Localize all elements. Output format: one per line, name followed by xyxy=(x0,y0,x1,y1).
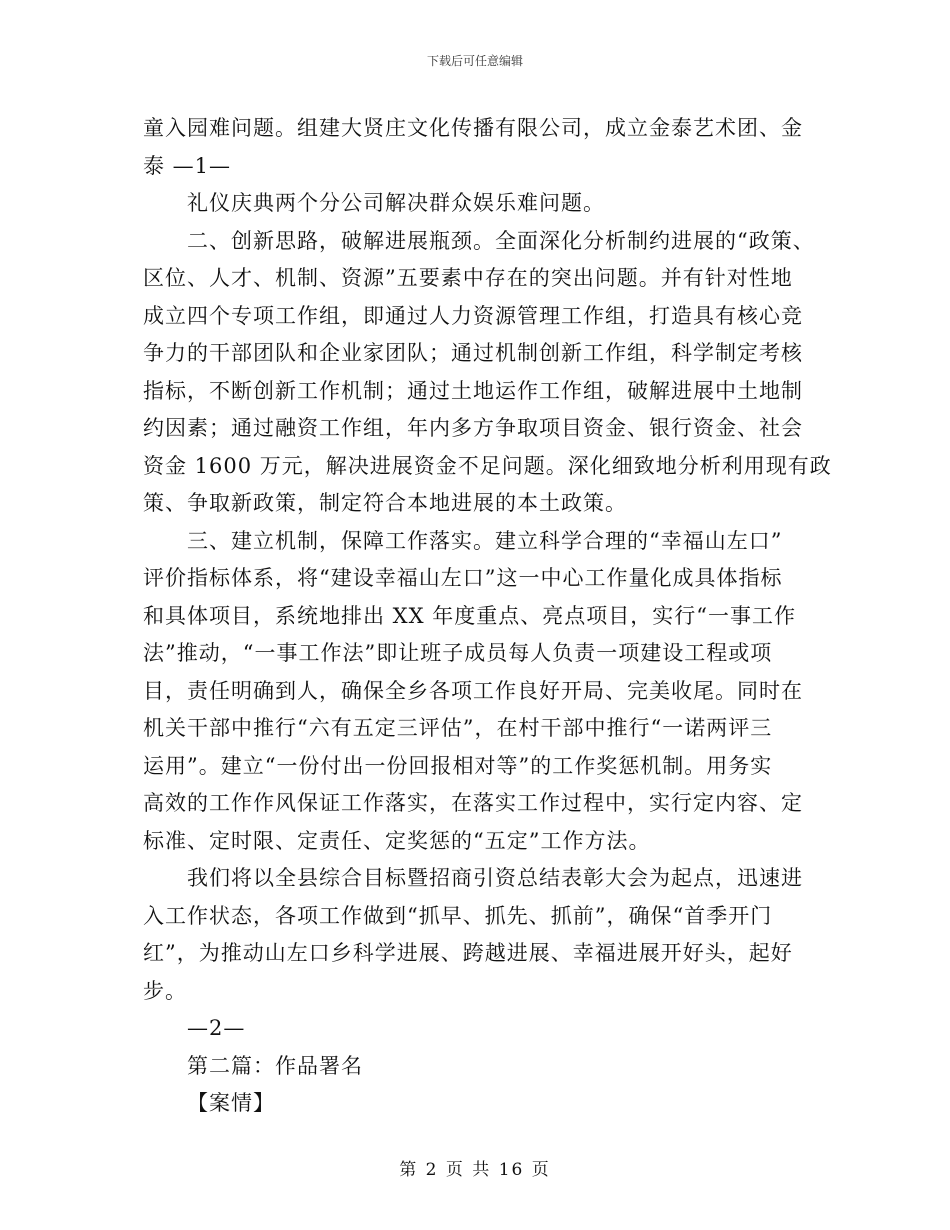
subsection-title: 【案情】 xyxy=(187,1091,275,1115)
text-line: 步。 xyxy=(143,978,187,1003)
text-line: 成立四个专项工作组，即通过人力资源管理工作组，打造具有核心竞 xyxy=(143,303,803,328)
text-line: 机关干部中推行“六有五定三评估”，在村干部中推行“一诺两评三 xyxy=(143,716,773,740)
document-body xyxy=(143,110,832,1123)
text-line: 约因素；通过融资工作组，年内多方争取项目资金、银行资金、社会 xyxy=(143,416,803,440)
text-line: 入工作状态，各项工作做到“抓早、抓先、抓前”，确保“首季开门 xyxy=(143,903,773,928)
text-line: 目，责任明确到人，确保全乡各项工作良好开局、完美收尾。同时在 xyxy=(143,678,803,703)
text-line: 礼仪庆典两个分公司解决群众娱乐难问题。 xyxy=(187,191,605,215)
page-number-footer: 第 2 页 共 16 页 xyxy=(399,1160,551,1180)
text-line: 高效的工作作风保证工作落实，在落实工作过程中，实行定内容、定 xyxy=(143,791,803,815)
text-line: 争力的干部团队和企业家团队；通过机制创新工作组，科学制定考核 xyxy=(143,341,803,365)
section-heading-line: 三、建立机制，保障工作落实。建立科学合理的“幸福山左口” xyxy=(187,528,783,553)
text-line: 评价指标体系，将“建设幸福山左口”这一中心工作量化成具体指标 xyxy=(143,566,783,590)
text-line: 策、争取新政策，制定符合本地进展的本土政策。 xyxy=(143,491,627,515)
text-line: 法”推动，“一事工作法”即让班子成员每人负责一项建设工程或项 xyxy=(143,641,773,665)
section-title: 第二篇：作品署名 xyxy=(187,1053,363,1078)
text-line: 红”，为推动山左口乡科学进展、跨越进展、幸福进展开好头，起好 xyxy=(143,941,793,965)
page-header: 下载后可任意编辑 xyxy=(426,54,523,68)
page-marker: —2— xyxy=(187,1016,246,1040)
text-line: 童入园难问题。组建大贤庄文化传播有限公司，成立金泰艺术团、金 xyxy=(143,116,803,140)
text-line: 标准、定时限、定责任、定奖惩的“五定”工作方法。 xyxy=(143,828,651,853)
text-line: 区位、人才、机制、资源”五要素中存在的突出问题。并有针对性地 xyxy=(143,266,793,290)
text-line: 我们将以全县综合目标暨招商引资总结表彰大会为起点，迅速进 xyxy=(187,866,803,890)
section-heading-line: 二、创新思路，破解进展瓶颈。全面深化分析制约进展的“政策、 xyxy=(187,228,815,253)
text-line: 资金 1600 万元，解决进展资金不足问题。深化细致地分析利用现有政 xyxy=(143,453,832,478)
text-line: 泰 —1— xyxy=(143,153,232,178)
text-line: 和具体项目，系统地排出 XX 年度重点、亮点项目，实行“一事工作 xyxy=(143,603,796,628)
text-line: 运用”。建立“一份付出一份回报相对等”的工作奖惩机制。用务实 xyxy=(143,753,773,778)
text-line: 指标，不断创新工作机制；通过土地运作工作组，破解进展中土地制 xyxy=(143,378,803,403)
